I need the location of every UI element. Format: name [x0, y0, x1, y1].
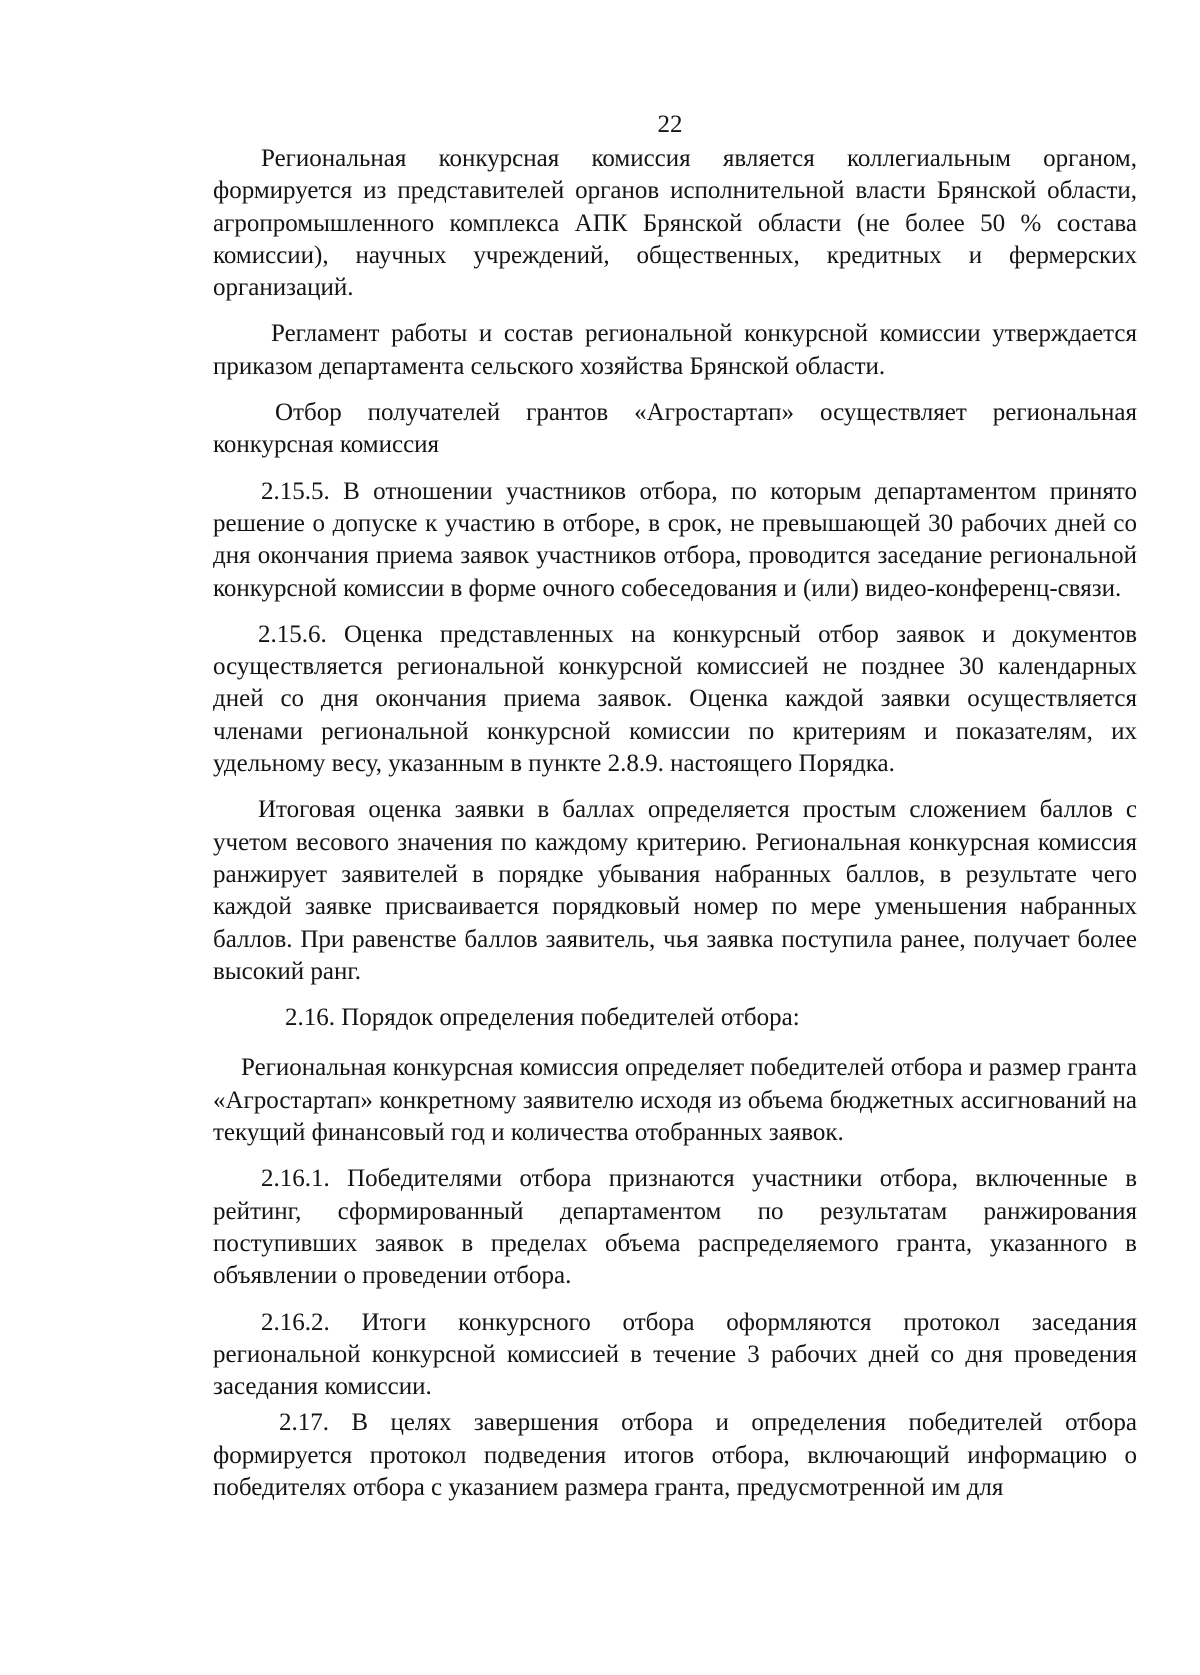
- paragraph-2-16-1: 2.16.1. Победителями отбора признаются участники отбора, включенные в рейтинг, сформированный департаментом по результатам ранжирования поступивших заявок в пределах объема распределяемого гранта, указанного в объявлении о проведении отбора.: [213, 1165, 1137, 1290]
- paragraph-commission-composition: Региональная конкурсная комиссия является коллегиальным органом, формируется из представителей органов исполнительной власти Брянской области, агропромышленного комплекса АПК Брянской области (не более 50 % состава комиссии), научных учреждений, общественных, кредитных и фермерских организаций.: [213, 145, 1137, 302]
- paragraph-regulations: Регламент работы и состав региональной конкурсной комиссии утверждается приказом департамента сельского хозяйства Брянской области.: [213, 320, 1137, 380]
- page-number: 22: [657, 111, 683, 138]
- paragraph-selection: Отбор получателей грантов «Агростартап» осуществляет региональная конкурсная комиссия: [213, 399, 1137, 459]
- paragraph-winners-definition: Региональная конкурсная комиссия определяет победителей отбора и размер гранта «Агростартап» конкретному заявителю исходя из объема бюджетных ассигнований на текущий финансовый год и количества отобранных заявок.: [213, 1054, 1137, 1147]
- paragraph-2-15-6: 2.15.6. Оценка представленных на конкурсный отбор заявок и документов осуществляется региональной конкурсной комиссией не позднее 30 календарных дней со дня окончания приема заявок. Оценка каждой заявки осуществляется членами региональной конкурсной комиссии по критериям и показателям, их удельному весу, указанным в пункте 2.8.9. настоящего Порядка.: [213, 620, 1137, 778]
- paragraph-2-16-2: 2.16.2. Итоги конкурсного отбора оформляются протокол заседания региональной конкурсной комиссией в течение 3 рабочих дней со дня проведения заседания комиссии.: [213, 1308, 1137, 1401]
- document-body: [213, 143, 1137, 1504]
- paragraph-2-17: 2.17. В целях завершения отбора и определения победителей отбора формируется протокол подведения итогов отбора, включающий информацию о победителях отбора с указанием размера гранта, предусмотренной им для: [213, 1409, 1137, 1501]
- paragraph-2-16-heading: 2.16. Порядок определения победителей отбора:: [285, 1004, 800, 1032]
- paragraph-final-score: Итоговая оценка заявки в баллах определяется простым сложением баллов с учетом весового значения по каждому критерию. Региональная конкурсная комиссия ранжирует заявителей в порядке убывания набранных баллов, в результате чего каждой заявке присваивается порядковый номер по мере уменьшения набранных баллов. При равенстве баллов заявитель, чья заявка поступила ранее, получает более высокий ранг.: [213, 796, 1137, 985]
- paragraph-2-15-5: 2.15.5. В отношении участников отбора, по которым департаментом принято решение о допуске к участию в отборе, в срок, не превышающей 30 рабочих дней со дня окончания приема заявок участников отбора, проводится заседание региональной конкурсной комиссии в форме очного собеседования и (или) видео-конференц-связи.: [213, 477, 1137, 602]
